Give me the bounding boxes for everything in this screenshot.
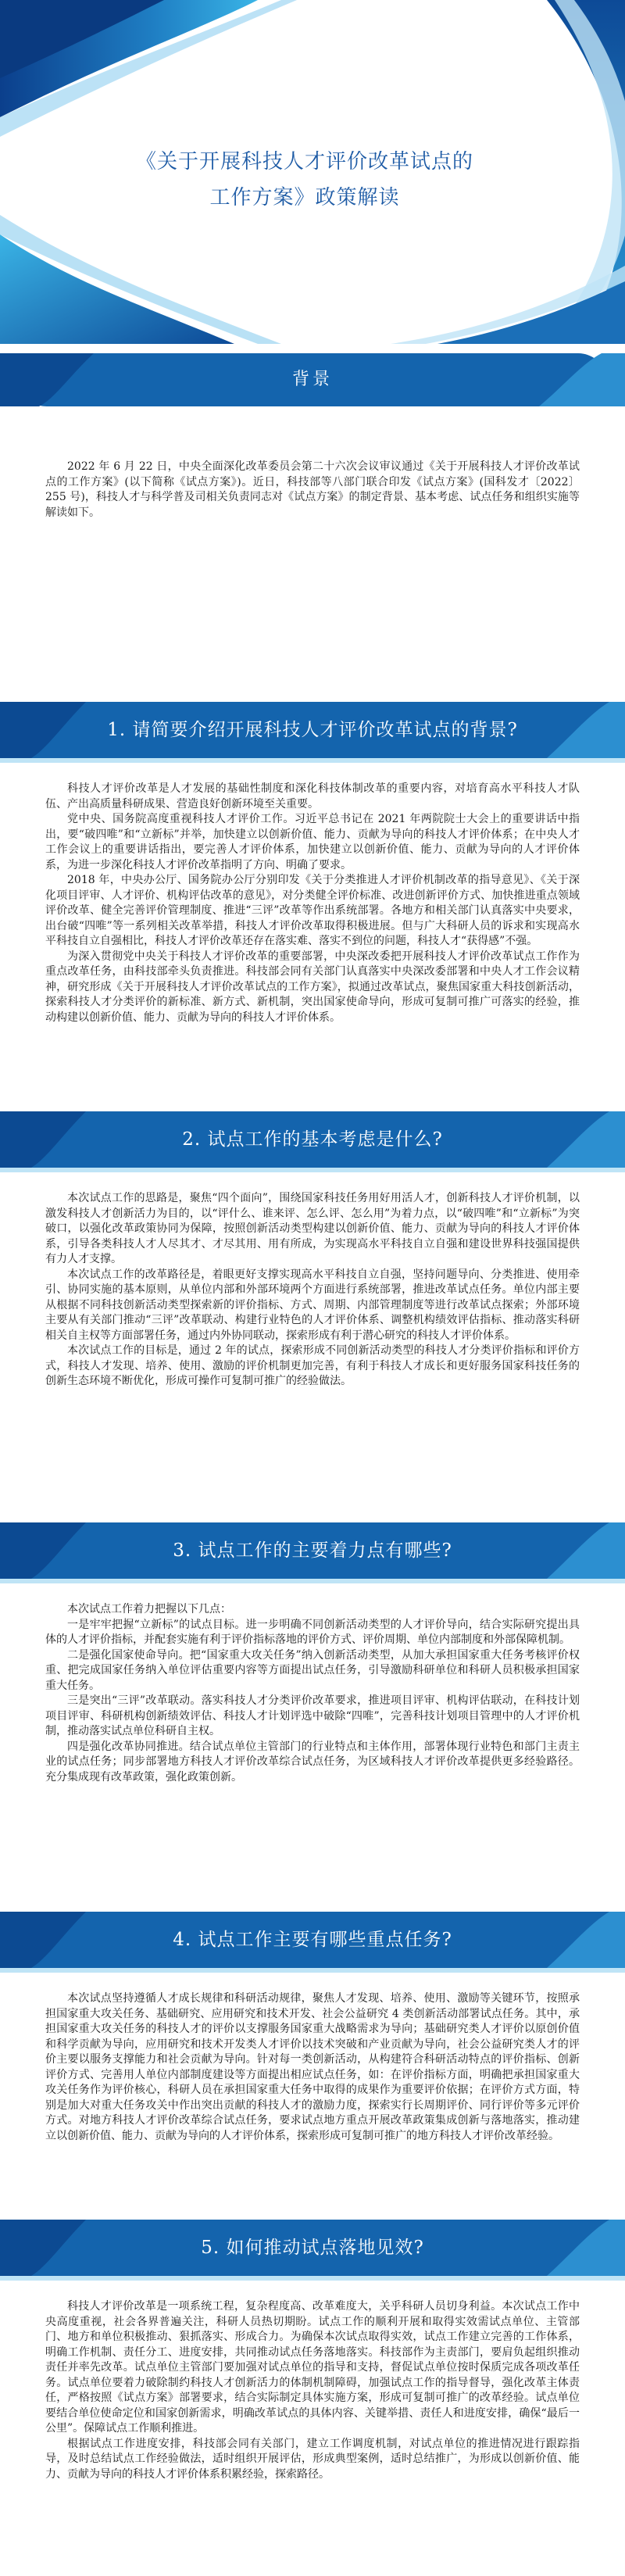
- paragraph: 本次试点工作的改革路径是，着眼更好支撑实现高水平科技自立自强，坚持问题导向、分类推进、使用牵引、协同实施的基本原则，从单位内部和外部环境两个方面进行系统部署，推进改革试点任务。单位内部主要从根据不同科技创新活动类型探索新的评价指标、方式、周期、内部管理制度等进行改革试点探索；外部环境主要从有关部门推动“三评”改革联动、构建行业特色的人才评价体系、调整机构绩效评估指标、推动落实科研相关自主权等方面部署任务，通过内外协同联动，探索形成有利于潜心研究的科技人才评价体系。: [45, 1268, 580, 1342]
- section-body: [0, 1175, 625, 1390]
- section-heading: 背景: [291, 370, 333, 389]
- paragraph: 三是突出“三评”改革联动。落实科技人才分类评价改革要求，推进项目评审、机构评估联动，在科技计划项目评审、科研机构创新绩效评估、科技人才计划评选中破除“四唯”，完善科技计划项目管理中的人才评价机制，推动落实试点单位科研自主权。: [45, 1694, 580, 1737]
- section-heading: 4. 试点工作主要有哪些重点任务?: [173, 1930, 452, 1950]
- paragraph: 2018 年，中央办公厅、国务院办公厅分别印发《关于分类推进人才评价机制改革的指导意见》、《关于深化项目评审、人才评价、机构评估改革的意见》，对分类健全评价标准、改进创新评价方式、加快推进重点领域评价改革、健全完善评价管理制度、推进“三评”改革等作出系统部署。各地方和相关部门认真落实中央要求，出台破“四唯”等一系列相关改革举措，科技人才评价改革取得积极进展。但与广大科研人员的诉求和实现高水平科技自立自强相比，科技人才评价改革还存在落实难、落实不到位的问题，科技人才“获得感”不强。: [45, 874, 580, 947]
- section-heading: 2. 试点工作的基本考虑是什么?: [182, 1129, 443, 1150]
- section-banner: [0, 1515, 625, 1587]
- section-banner: [0, 1904, 625, 1976]
- section-banner: [0, 1104, 625, 1175]
- section-4: [0, 1904, 625, 2144]
- paragraph: 四是强化改革协同推进。结合试点单位主管部门的行业特点和主体作用，部署体现行业特色和部门主责主业的试点任务；同步部署地方科技人才评价改革综合试点任务，为区域科技人才评价改革提供更多经验路径。充分集成现有改革政策，强化政策创新。: [45, 1740, 580, 1784]
- section-banner: [0, 344, 625, 416]
- section-body: [0, 766, 625, 1025]
- paragraph: 科技人才评价改革是人才发展的基础性制度和深化科技体制改革的重要内容，对培育高水平科技人才队伍、产出高质量科研成果、营造良好创新环境至关重要。: [45, 782, 580, 810]
- section-heading: 1. 请简要介绍开展科技人才评价改革试点的背景?: [107, 720, 518, 740]
- section-body: [0, 2284, 625, 2482]
- page-title-line-2: 工作方案》政策解读: [209, 186, 400, 209]
- section-2: [0, 1104, 625, 1390]
- section-1: [0, 694, 625, 1025]
- section-banner: [0, 2212, 625, 2284]
- section-body: [0, 1587, 625, 1785]
- section-body: [0, 1976, 625, 2144]
- section-5: [0, 2212, 625, 2482]
- hero-cover: [0, 0, 625, 344]
- paragraph: 2022 年 6 月 22 日，中央全面深化改革委员会第二十六次会议审议通过《关于开展科技人才评价改革试点的工作方案》(以下简称《试点方案》)。近日，科技部等八部门联合印发《试点方案》(国科发才〔2022〕255 号)，科技人才与科学普及司相关负责同志对《试点方案》的制定背景、基本考虑、试点任务和组织实施等解读如下。: [45, 460, 580, 519]
- section-heading: 3. 试点工作的主要着力点有哪些?: [173, 1540, 452, 1561]
- paragraph: 一是牢牢把握“立新标”的试点目标。进一步明确不同创新活动类型的人才评价导向，结合实际研究提出具体的人才评价指标，并配套实施有利于评价指标落地的评价方式、评价周期、单位内部制度和外部保障机制。: [45, 1618, 580, 1646]
- paragraph: 二是强化国家使命导向。把“国家重大攻关任务”纳入创新活动类型，从加大承担国家重大任务考核评价权重、把完成国家任务纳入单位评估重要内容等方面提出试点任务，引导激励科研单位和科研人员积极承担国家重大任务。: [45, 1648, 580, 1692]
- paragraph: 根据试点工作进度安排，科技部会同有关部门，建立工作调度机制，对试点单位的推进情况进行跟踪指导，及时总结试点工作经验做法，适时组织开展评估，形成典型案例，适时总结推广，为形成以创新价值、能力、贡献为导向的科技人才评价体系积累经验，探索路径。: [45, 2437, 580, 2481]
- paragraph: 科技人才评价改革是一项系统工程，复杂程度高、改革难度大，关乎科研人员切身利益。本次试点工作中央高度重视，社会各界普遍关注，科研人员热切期盼。试点工作的顺利开展和取得实效需试点单位、主管部门、地方和单位积极推动、狠抓落实、形成合力。为确保本次试点取得实效，试点工作建立完善的工作体系，明确工作机制、责任分工、进度安排，共同推动试点任务落地落实。科技部作为主责部门，要肩负起组织推动责任并率先改革。试点单位主管部门要加强对试点单位的指导和支持，督促试点单位按时保质完成各项改革任务。试点单位要着力破除制约科技人才创新活力的体制机制障碍，加强试点工作的指导督导，强化改革主体责任，严格按照《试点方案》部署要求，结合实际制定具体实施方案，形成可复制可推广的改革经验。试点单位要结合单位使命定位和国家创新需求，明确改革试点的具体内容、关键举措、责任人和进度安排，确保“最后一公里”。保障试点工作顺利推进。: [45, 2300, 580, 2435]
- paragraph: 党中央、国务院高度重视科技人才评价工作。习近平总书记在 2021 年两院院士大会上的重要讲话中指出，要“破四唯”和“立新标”并举，加快建立以创新价值、能力、贡献为导向的科技人才评价体系；在中央人才工作会议上的重要讲话指出，要完善人才评价体系，加快建立以创新价值、能力、贡献为导向的人才评价体系，为进一步深化科技人才评价改革指明了方向、明确了要求。: [45, 813, 580, 871]
- paragraph: 本次试点工作的思路是，聚焦“四个面向”，围绕国家科技任务用好用活人才，创新科技人才评价机制，以激发科技人才创新活力为目的，以“评什么、谁来评、怎么评、怎么用”为着力点，以“破四唯”和“立新标”为突破口，以强化改革政策协同为保障，按照创新活动类型构建以创新价值、能力、贡献为导向的科技人才评价体系，引导各类科技人才人尽其才、才尽其用、用有所成，为实现高水平科技自立自强和建设世界科技强国提供有力人才支撑。: [45, 1192, 580, 1265]
- section-3: [0, 1515, 625, 1785]
- section-banner: [0, 694, 625, 766]
- paragraph: 本次试点工作着力把握以下几点：: [67, 1603, 231, 1615]
- section-heading: 5. 如何推动试点落地见效?: [201, 2238, 424, 2258]
- paragraph: 本次试点坚持遵循人才成长规律和科研活动规律，聚焦人才发现、培养、使用、激励等关键环节，按照承担国家重大攻关任务、基础研究、应用研究和技术开发、社会公益研究 4 类创新活动部署试点任务。其中，承担国家重大攻关任务的科技人才的评价以支撑服务国家重大战略需求为导向；基础研究类人才评价以原创价值和科学贡献为导向，应用研究和技术开发类人才评价以技术突破和产业贡献为导向，社会公益研究类人才的评价主要以服务支撑能力和社会贡献为导向。针对每一类创新活动，从构建符合科研活动特点的评价指标、创新评价方式、完善用人单位内部制度建设等方面提出相应试点任务，如：在评价指标方面，明确把承担国家重大攻关任务作为评价核心，科研人员在承担国家重大任务中取得的成果作为重要评价依据；在评价方式方面，特别是加大对重大任务攻关中作出突出贡献的科技人才的激励力度，探索实行长周期评价、同行评价等多元评价方式。对地方科技人才评价改革综合试点任务，要求试点地方重点开展改革政策集成创新与落地落实，推动建立以创新价值、能力、贡献为导向的人才评价体系，探索形成可复制可推广的地方科技人才评价改革经验。: [45, 1992, 580, 2142]
- page-title-line-1: 《关于开展科技人才评价改革试点的: [135, 150, 473, 174]
- page-title: [109, 144, 500, 216]
- paragraph: 为深入贯彻党中央关于科技人才评价改革的重要部署，中央深改委把开展科技人才评价改革试点工作作为重点改革任务，由科技部牵头负责推进。科技部会同有关部门认真落实中央深改委部署和中央人才工作会议精神，研究形成《关于开展科技人才评价改革试点的工作方案》，拟通过改革试点，聚焦国家重大科技创新活动，探索科技人才分类评价的新标准、新方式、新机制，突出国家使命导向，形成可复制可推广可落实的经验，推动构建以创新价值、能力、贡献为导向的科技人才评价体系。: [45, 950, 580, 1024]
- paragraph: 本次试点工作的目标是，通过 2 年的试点，探索形成不同创新活动类型的科技人才分类评价指标和评价方式，科技人才发现、培养、使用、激励的评价机制更加完善，有利于科技人才成长和更好服务国家科技任务的创新生态环境不断优化，形成可操作可复制可推广的经验做法。: [45, 1344, 580, 1387]
- background-section: [0, 344, 625, 521]
- section-body: [0, 416, 625, 521]
